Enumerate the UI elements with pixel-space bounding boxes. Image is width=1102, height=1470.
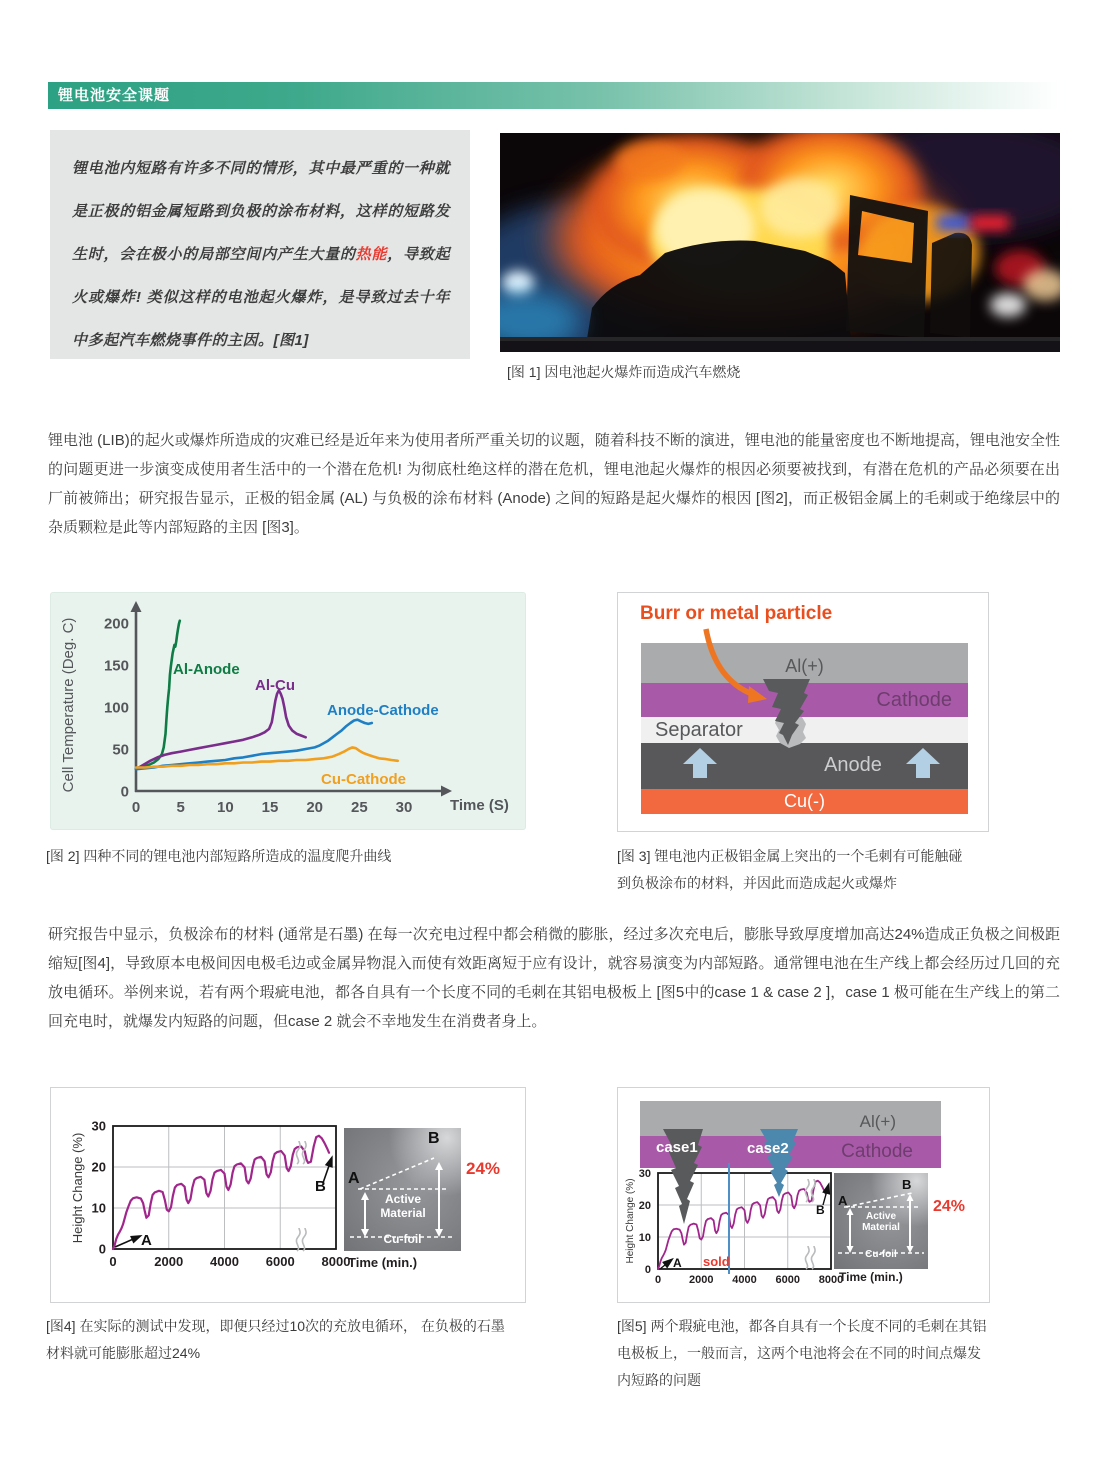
svg-text:4000: 4000	[210, 1254, 239, 1269]
figure2-chart-box	[50, 592, 526, 830]
inset-b-label: B	[428, 1130, 440, 1147]
cathode-layer-label: Cathode	[876, 689, 952, 711]
svg-text:0: 0	[120, 783, 129, 801]
body-paragraph-2: 研究报告中显示，负极涂布的材料 (通常是石墨) 在每一次充电过程中都会稍微的膨胀，经过多次充电后，膨胀导致厚度增加高达24%造成正负极之间极距缩短[图4]，导致原本电极间因电极毛边或金属异物混入而使有效距离短于应有设计，就容易演变为内部短路。通常锂电池在生产线上都会经历过几回的充放电循环。举例来说，若有两个瑕疵电池，都各自具有一个长度不同的毛刺在其铝电极板上 [图5中的case 1 & case 2 ]，case 1 极可能在生产线上的第二回充电时，就爆发内短路的问题，但case 2 就会不幸地发生在消费者身上。	[48, 926, 1060, 1030]
svg-text:Anode-Cathode: Anode-Cathode	[327, 702, 439, 719]
svg-text:Time (S): Time (S)	[450, 797, 509, 814]
svg-text:8000: 8000	[321, 1254, 351, 1269]
svg-text:6000: 6000	[265, 1254, 295, 1269]
body-paragraph-1: 锂电池 (LIB)的起火或爆炸所造成的灾难已经是近年来为使用者所严重关切的议题，随着科技不断的演进，锂电池的能量密度也不断地提高，锂电池安全性的问题更进一步演变成使用者生活中的一个潜在危机! 为彻底杜绝这样的潜在危机，锂电池起火爆炸的根因必须要被找到，有潜在危机的产品必须要在出厂前被筛出；研究报告显示，正极的铝金属 (AL) 与负极的涂布材料 (Anode) 之间的短路是起火爆炸的根因 [图2]，而正极铝金属上的毛刺或于绝缘层中的杂质颗粒是此等内部短路的主因 [图3]。	[48, 432, 1060, 536]
svg-text:25: 25	[350, 799, 368, 816]
svg-text:A: A	[673, 1256, 682, 1270]
figure4-chart-box	[50, 1087, 526, 1303]
swelling-percentage: 24%	[933, 1198, 966, 1215]
inset-a-label: A	[348, 1170, 360, 1187]
cu-foil-label: Cu-foil	[865, 1249, 897, 1260]
section-header-bar	[48, 82, 1060, 109]
cu-foil-label: Cu-foil	[383, 1232, 422, 1246]
burning-car-illustration	[500, 133, 1060, 352]
figure3-diagram-box	[617, 592, 989, 832]
intro-highlight: 热能	[355, 246, 388, 263]
svg-text:5: 5	[176, 799, 185, 816]
svg-text:Time (min.): Time (min.)	[839, 1270, 903, 1284]
svg-text:30: 30	[395, 799, 413, 816]
svg-text:2000: 2000	[154, 1254, 184, 1269]
active-material-label: Active Material	[862, 1211, 900, 1233]
separator-layer-label: Separator	[655, 719, 743, 741]
svg-text:50: 50	[112, 741, 129, 759]
svg-text:Al-Anode: Al-Anode	[173, 661, 240, 678]
svg-text:0: 0	[109, 1254, 117, 1269]
anode-layer-label: Anode	[824, 754, 882, 776]
svg-text:Height Change (%): Height Change (%)	[625, 1178, 636, 1264]
svg-text:Al-Cu: Al-Cu	[255, 677, 295, 694]
intro-callout-box	[50, 130, 470, 359]
swelling-percentage: 24%	[466, 1159, 501, 1178]
svg-text:30: 30	[638, 1167, 651, 1180]
svg-text:0: 0	[654, 1274, 662, 1286]
svg-text:8000: 8000	[818, 1274, 844, 1286]
svg-text:4000: 4000	[732, 1274, 757, 1286]
svg-text:Height Change (%): Height Change (%)	[70, 1132, 85, 1244]
svg-text:15: 15	[261, 799, 279, 816]
figure4-caption: [图4] 在实际的测试中发现，即便只经过10次的充放电循环， 在负极的石墨材料就可能膨胀超过24%	[46, 1318, 505, 1361]
svg-text:2000: 2000	[689, 1274, 714, 1286]
svg-text:20: 20	[91, 1159, 106, 1175]
intro-text: 锂电池内短路有许多不同的情形，其中最严重的一种就是正极的铝金属短路到负极的涂布材料，这样的短路发生时，会在极小的局部空间内产生大量的	[72, 160, 450, 263]
figure5-caption: [图5] 两个瑕疵电池，都各自具有一个长度不同的毛刺在其铝电极板上，一般而言，这两个电池将会在不同的时间点爆发内短路的问题	[617, 1318, 987, 1388]
fig4-cross-section-image	[344, 1128, 461, 1251]
active-material-label: Active Material	[380, 1192, 426, 1220]
svg-text:Cell Temperature (Deg. C): Cell Temperature (Deg. C)	[60, 617, 77, 793]
svg-text:10: 10	[638, 1231, 651, 1244]
svg-text:0: 0	[131, 799, 141, 816]
fig5-cross-section-image	[834, 1173, 928, 1269]
cu-layer-label: Cu(-)	[784, 791, 825, 811]
svg-text:sold: sold	[703, 1254, 730, 1269]
svg-text:0: 0	[644, 1263, 651, 1276]
svg-text:200: 200	[103, 615, 129, 633]
up-arrow-icon	[683, 748, 717, 778]
svg-text:B: B	[816, 1203, 825, 1217]
svg-text:Time (min.): Time (min.)	[348, 1255, 418, 1270]
case1-label: case1	[656, 1139, 698, 1156]
figure5-diagram-box	[617, 1087, 990, 1303]
section-title: 锂电池安全课题	[58, 87, 171, 104]
svg-text:20: 20	[638, 1199, 651, 1212]
intro-text-tail: ，导致起火或爆炸! 类似这样的电池起火爆炸，是导致过去十年中多起汽车燃烧事件的主因。[图1]	[72, 246, 450, 349]
svg-text:6000: 6000	[775, 1274, 800, 1286]
figure2-caption: [图 2] 四种不同的锂电池内部短路所造成的温度爬升曲线	[46, 848, 392, 864]
cathode-layer-label: Cathode	[841, 1141, 913, 1162]
figure1-burning-car-photo	[500, 133, 1060, 352]
al-layer-label: Al(+)	[785, 656, 824, 676]
inset-a-label: A	[838, 1193, 848, 1208]
fig2-temperature-chart	[51, 593, 525, 829]
svg-text:100: 100	[103, 699, 129, 717]
inset-b-label: B	[902, 1177, 912, 1192]
al-layer-label: Al(+)	[859, 1112, 896, 1131]
svg-text:150: 150	[103, 657, 129, 675]
svg-text:10: 10	[91, 1200, 106, 1216]
svg-text:30: 30	[91, 1118, 106, 1134]
svg-text:Cu-Cathode: Cu-Cathode	[321, 771, 406, 788]
figure1-caption: [图 1] 因电池起火爆炸而造成汽车燃烧	[507, 364, 741, 380]
svg-text:20: 20	[306, 799, 324, 816]
burr-label: Burr or metal particle	[640, 603, 833, 624]
svg-text:B: B	[315, 1178, 326, 1195]
svg-text:10: 10	[216, 799, 234, 816]
svg-text:0: 0	[98, 1241, 106, 1257]
svg-text:A: A	[141, 1232, 152, 1249]
figure3-caption: [图 3] 锂电池内正极铝金属上突出的一个毛刺有可能触碰到负极涂布的材料，并因此而造成起火或爆炸	[617, 848, 963, 891]
case2-label: case2	[747, 1140, 789, 1157]
